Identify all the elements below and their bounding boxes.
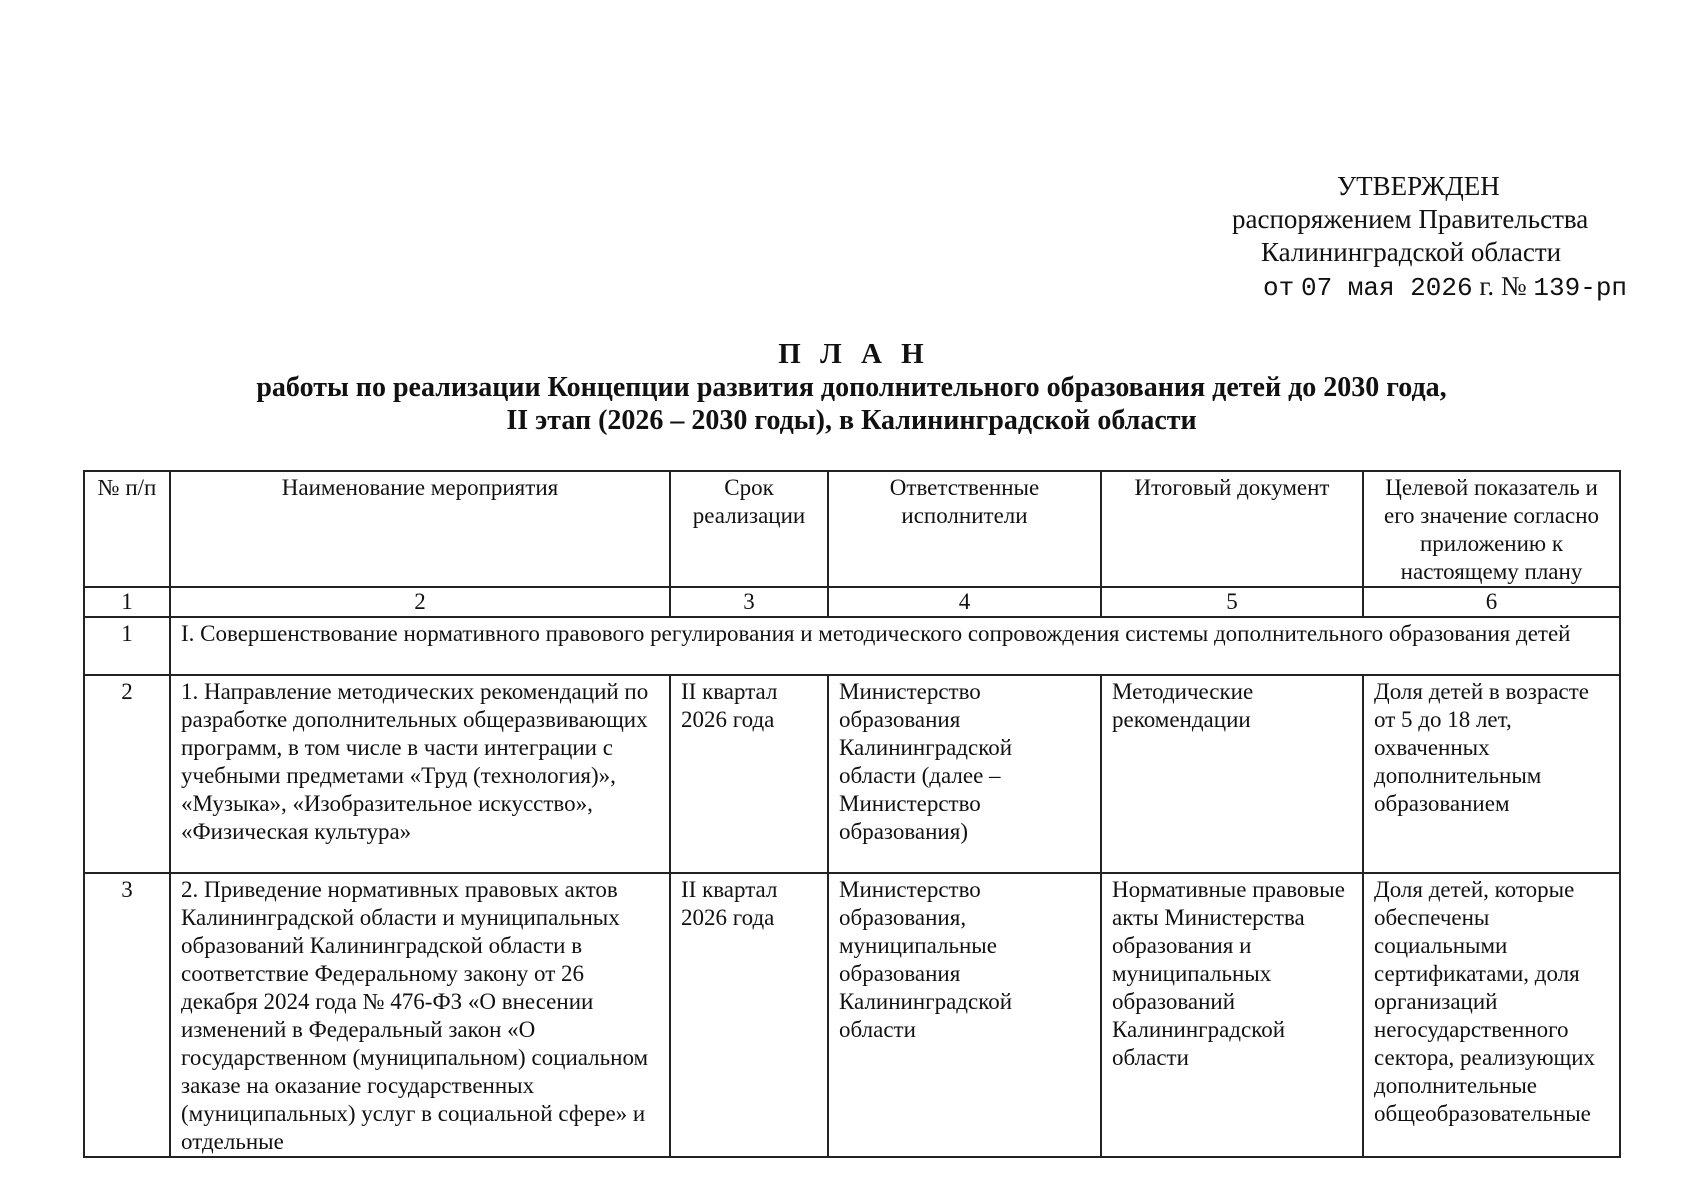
header-name: Наименование мероприятия <box>170 471 670 587</box>
row-indicator: Доля детей в возрасте от 5 до 18 лет, охваченных дополнительным образованием <box>1363 675 1620 873</box>
header-num: № п/п <box>84 471 170 587</box>
header-indicator: Целевой показатель и его значение согласно приложению к настоящему плану <box>1363 471 1620 587</box>
approval-authority: распоряжением Правительства <box>1232 204 1589 234</box>
row-executors: Министерство образования Калининградской области (далее – Министерство образования) <box>828 675 1101 873</box>
table-row <box>84 873 1620 1157</box>
column-number: 4 <box>828 587 1101 617</box>
plan-heading: П Л А Н <box>778 338 930 370</box>
approval-region: Калининградской области <box>1261 237 1562 267</box>
header-executors: Ответственные исполнители <box>828 471 1101 587</box>
column-number: 3 <box>670 587 828 617</box>
approval-date-mid: г. № <box>1479 271 1527 301</box>
row-num: 2 <box>84 675 170 873</box>
column-number: 1 <box>84 587 170 617</box>
plan-subtitle-1: работы по реализации Концепции развития дополнительного образования детей до 2030 года, <box>256 372 1447 403</box>
row-indicator: Доля детей, которые обеспечены социальными сертификатами, доля организаций негосударственного сектора, реализующих дополнительные общеобразовательные <box>1363 873 1620 1157</box>
approval-date-prefix: от <box>1263 273 1295 303</box>
plan-subtitle-2: II этап (2026 – 2030 годы), в Калининградской области <box>506 405 1197 436</box>
row-term: II квартал 2026 года <box>670 873 828 1157</box>
approval-stamp <box>1225 170 1645 305</box>
column-number: 6 <box>1363 587 1620 617</box>
row-executors: Министерство образования, муниципальные образования Калининградской области <box>828 873 1101 1157</box>
section-row <box>84 617 1620 675</box>
approval-date: 07 мая 2026 <box>1300 273 1473 303</box>
plan-table <box>83 470 1621 1158</box>
header-document: Итоговый документ <box>1101 471 1363 587</box>
table-row <box>84 675 1620 873</box>
header-term: Срок реализации <box>670 471 828 587</box>
approval-number: 139-рп <box>1533 273 1628 303</box>
column-numbers-row <box>84 587 1620 617</box>
row-num: 3 <box>84 873 170 1157</box>
column-number: 2 <box>170 587 670 617</box>
plan-title <box>0 338 1703 437</box>
section-title: I. Совершенствование нормативного правового регулирования и методического сопровождения системы дополнительного образования детей <box>170 617 1620 675</box>
row-term: II квартал 2026 года <box>670 675 828 873</box>
approval-title: УТВЕРЖДЕН <box>1337 171 1500 201</box>
row-document: Методические рекомендации <box>1101 675 1363 873</box>
row-activity: 1. Направление методических рекомендаций по разработке дополнительных общеразвивающих программ, в том числе в части интеграции с учебными предметами «Труд (технология)», «Музыка», «Изобразительное искусство», «Физическая культура» <box>170 675 670 873</box>
row-activity: 2. Приведение нормативных правовых актов Калининградской области и муниципальных образований Калининградской области в соответствие Федеральному закону от 26 декабря 2024 года № 476-ФЗ «О внесении изменений в Федеральный закон «О государственном (муниципальном) социальном заказе на оказание государственных (муниципальных) услуг в социальной сфере» и отдельные <box>170 873 670 1157</box>
table-header-row <box>84 471 1620 587</box>
column-number: 5 <box>1101 587 1363 617</box>
row-document: Нормативные правовые акты Министерства образования и муниципальных образований Калининградской области <box>1101 873 1363 1157</box>
section-num: 1 <box>84 617 170 675</box>
approval-date-line <box>1225 270 1645 305</box>
